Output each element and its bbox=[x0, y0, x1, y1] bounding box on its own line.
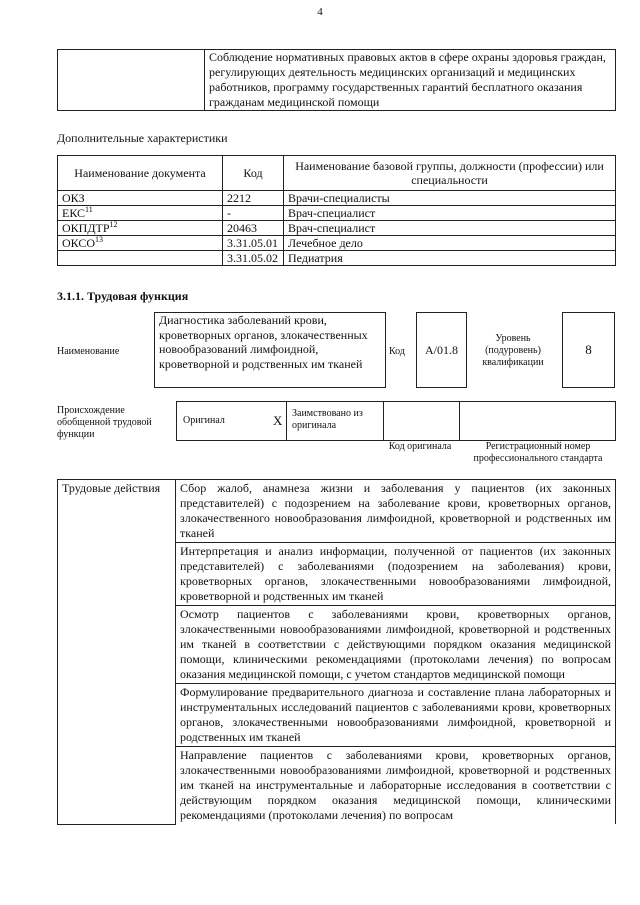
code-cell: 20463 bbox=[223, 221, 284, 236]
name-cell: Врачи-специалисты bbox=[284, 191, 616, 206]
borrowed-label: Заимствовано из оригинала bbox=[292, 408, 363, 431]
labor-function-heading: 3.1.1. Трудовая функция bbox=[57, 289, 189, 303]
code-cell: 2212 bbox=[223, 191, 284, 206]
code-original-label: Код оригинала bbox=[388, 441, 452, 452]
labor-action-item: Интерпретация и анализ информации, полученной от пациентов (их законных представителей) с заболеваниями (подозрением на заболевания) крови, кроветворных органов, злокачественными новообразованиями лимфоидной, кроветворной и родственных им тканей bbox=[176, 543, 616, 606]
name-cell: Врач-специалист bbox=[284, 221, 616, 236]
table-row bbox=[58, 480, 616, 543]
table-row bbox=[58, 221, 616, 236]
doc-cell: ОКЗ bbox=[58, 191, 223, 206]
header-code: Код bbox=[223, 156, 284, 191]
code-cell: - bbox=[223, 206, 284, 221]
additional-characteristics-table bbox=[57, 155, 616, 266]
code-cell: 3.31.05.01 bbox=[223, 236, 284, 251]
function-code-value: А/01.8 bbox=[416, 312, 467, 388]
table-row bbox=[58, 251, 616, 266]
doc-cell bbox=[58, 251, 223, 266]
labor-actions-table bbox=[57, 479, 616, 825]
code-label: Код bbox=[389, 346, 405, 357]
table-row bbox=[58, 206, 616, 221]
divider bbox=[459, 402, 460, 440]
divider bbox=[286, 402, 287, 440]
doc-cell: ОКПДТР$^{12}$ bbox=[58, 221, 223, 236]
table-row bbox=[58, 191, 616, 206]
reg-number-label: Регистрационный номер профессионального стандарта bbox=[473, 441, 603, 464]
function-name-value: Диагностика заболеваний крови, кроветворных органов, злокачественных новообразований лимфоидной, кроветворной и родственных им тканей bbox=[154, 312, 386, 388]
additional-characteristics-title: Дополнительные характеристики bbox=[57, 131, 228, 145]
continuation-left-cell bbox=[58, 50, 205, 111]
original-label: Оригинал bbox=[183, 415, 225, 426]
original-mark: X bbox=[273, 413, 283, 428]
origin-box bbox=[176, 401, 616, 441]
doc-cell: ЕКС$^{11}$ bbox=[58, 206, 223, 221]
labor-action-item: Сбор жалоб, анамнеза жизни и заболевания у пациентов (их законных представителей) с подозрением на заболевание крови, кроветворных органов, злокачественного новообразования лимфоидной, кроветворной и родственных им тканей bbox=[176, 480, 616, 543]
header-document: Наименование документа bbox=[58, 156, 223, 191]
continuation-text: Соблюдение нормативных правовых актов в сфере охраны здоровья граждан, регулирующих деятельность медицинских организаций и медицинских работников, программу государственных гарантий бесплатного оказания гражданам медицинской помощи bbox=[205, 50, 616, 111]
labor-action-item: Направление пациентов с заболеваниями крови, кроветворных органов, злокачественными новообразованиями лимфоидной, кроветворной и родственных им тканей на инструментальные и лабораторные исследования в соответствии с действующим порядком оказания медицинской помощи, клиническими рекомендациями (протоколами лечения) по вопросам bbox=[176, 747, 616, 825]
name-cell: Лечебное дело bbox=[284, 236, 616, 251]
divider bbox=[383, 402, 384, 440]
name-cell: Врач-специалист bbox=[284, 206, 616, 221]
page-number: 4 bbox=[317, 6, 323, 18]
origin-label: Происхождение обобщенной трудовой функции bbox=[57, 405, 152, 440]
labor-action-item: Формулирование предварительного диагноза и составление плана лабораторных и инструментальных исследований пациентов с заболеваниями крови, кроветворных органов, злокачественными новообразованиями лимфоидной, кроветворной и родственных им тканей bbox=[176, 684, 616, 747]
name-cell: Педиатрия bbox=[284, 251, 616, 266]
name-label: Наименование bbox=[57, 346, 120, 357]
code-cell: 3.31.05.02 bbox=[223, 251, 284, 266]
qualification-level-value: 8 bbox=[562, 312, 615, 388]
qualification-level-label: Уровень (подуровень) квалификации bbox=[482, 333, 544, 368]
table-row bbox=[58, 236, 616, 251]
continuation-table bbox=[57, 49, 616, 111]
labor-actions-label: Трудовые действия bbox=[58, 480, 176, 825]
labor-action-item: Осмотр пациентов с заболеваниями крови, кроветворных органов, злокачественными новообразованиями лимфоидной, кроветворной и родственных им тканей в соответствии с действующими порядком оказания медицинской помощи, клиническими рекомендациями (протоколами лечения) по вопросам оказания медицинской помощи, с учетом стандартов медицинской помощи bbox=[176, 606, 616, 684]
doc-cell: ОКСО$^{13}$ bbox=[58, 236, 223, 251]
header-name: Наименование базовой группы, должности (профессии) или специальности bbox=[284, 156, 616, 191]
